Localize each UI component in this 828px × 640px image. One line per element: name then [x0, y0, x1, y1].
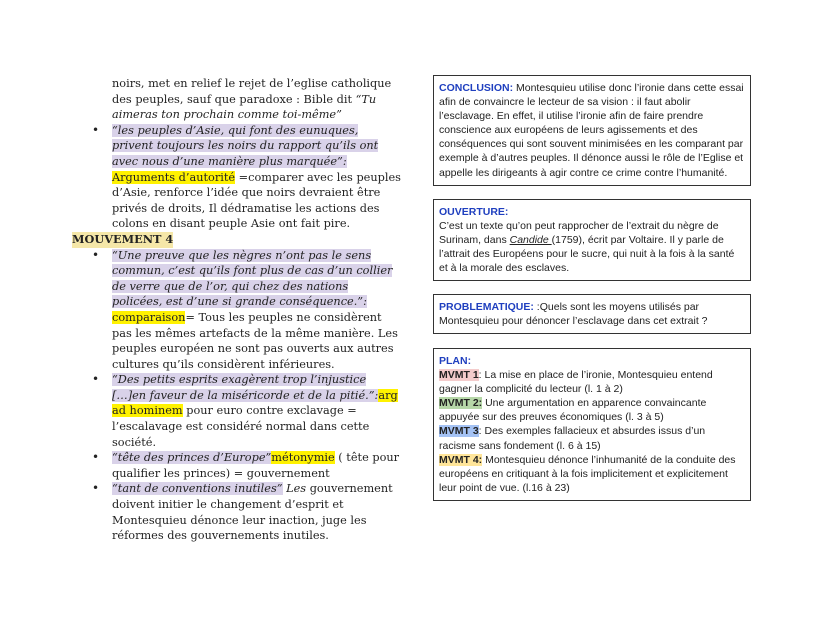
bullet-5-quote: “tant de conventions inutiles”: [112, 482, 283, 496]
plan-box: [433, 348, 751, 501]
bullet-1-tag: Arguments d’autorité: [112, 170, 236, 184]
bullet-1-quote: “les peuples d’Asie, qui font des eunuques, privent toujours les noirs du rapport qu’ils ont avec nous d’une manière plus marquée”:: [112, 123, 379, 168]
list-item: [72, 481, 402, 543]
list-item: [72, 123, 402, 232]
intro-line-1: noirs, met en relief le rejet de l’eglise catholique des: [112, 77, 392, 106]
bullet-4-tag: métonymie: [271, 451, 335, 465]
bullet-3-quote: “Des petits esprits exagèrent trop l’injustice […]en faveur de la miséricorde et de la pitié.”:: [112, 373, 379, 402]
ouverture-text-1: C’est un texte qu’on peut rapprocher de l’extrait du nègre de Surinam, dans: [439, 220, 719, 247]
bullet-5-text: gouvernement doivent initier le changement d’esprit et Montesquieu dénonce leur inaction, juge les réformes des gouvernements inutiles.: [112, 482, 393, 543]
plan-mvmt-4: [439, 453, 744, 495]
bullet-4-quote: “tête des princes d’Europe”: [112, 451, 272, 465]
bullet-5-les: Les: [282, 482, 307, 496]
plan-mvmt-1-label: MVMT 1: [439, 369, 479, 382]
bullet-2-text: = Tous les peuples ne considèrent pas les mêmes artefacts de la même manière. Les peuples européen ne sont pas ouverts aux autres cultures qu’ils considèrent inférieures.: [112, 310, 398, 371]
ouverture-text-2: (1759), écrit par Voltaire. Il y parle de l’attrait des Européens pour le sucre, qui nuit à la fois à la santé et à la morale des esclaves.: [439, 234, 735, 275]
intro-paragraph: [72, 76, 402, 123]
plan-mvmt-4-text: Montesquieu dénonce l’inhumanité de la conduite des européens en critiquant à la fois implicitement et explicitement leur point de vue. (l.16 à 23): [439, 453, 736, 494]
bullet-3-text: pour euro contre exclavage = l’escalavage est considéré normal dans cette société.: [112, 404, 370, 449]
plan-mvmt-3: [439, 424, 744, 452]
plan-mvmt-1-text: : La mise en place de l’ironie, Montesquieu entend gagner la complicité du lecteur (l. 1 à 2): [439, 369, 713, 396]
conclusion-label: CONCLUSION:: [439, 82, 514, 94]
intro-line-2: peuples, sauf que paradoxe : Bible dit: [135, 92, 356, 106]
plan-label-line: [439, 354, 744, 368]
list-item: [72, 248, 402, 373]
notes-column: [72, 76, 402, 544]
ouverture-label: OUVERTURE:: [439, 206, 509, 218]
intro-quote: “Tu aimeras ton prochain comme toi-même”: [112, 92, 377, 122]
movement-heading: MOUVEMENT 4: [72, 231, 174, 246]
plan-mvmt-4-label: MVMT 4:: [439, 453, 483, 466]
problematique-label: PROBLEMATIQUE:: [439, 301, 534, 313]
plan-mvmt-3-label: MVMT 3: [439, 425, 479, 438]
conclusion-text: Montesquieu utilise donc l’ironie dans cette essai afin de convaincre le lecteur de sa vision : il faut abolir l’esclavage. En effet, il utilise l’ironie afin de faire prendre conscience aux européens de leurs agissements et des conséquences qui sont souvent minimisées en les comparant par exemple à d’autres peuples. Il dénonce aussi le rôle de l’Eglise et appelle les dirigeants à agir contre ce crime contre l’humanité.: [439, 82, 744, 179]
problematique-box: [433, 294, 751, 334]
bullet-1-text: =comparer avec les peuples d’Asie, renforce l’idée que noirs devraient être privés de droits, Il dédramatise les actions des colons en disant peuple Asie ont fait pire.: [112, 170, 401, 231]
list-item: [72, 372, 402, 450]
conclusion-paragraph: [439, 81, 744, 180]
ouverture-paragraph: [439, 205, 744, 275]
plan-mvmt-1: [439, 368, 744, 396]
plan-mvmt-2-text: Une argumentation en apparence convaincante appuyée sur des preuves économiques (l. 3 à 5): [439, 397, 707, 424]
problematique-text: :Quels sont les moyens utilisés par Montesquieu pour dénoncer l’esclavage dans cet extrait ?: [439, 301, 708, 328]
ouverture-title: Candide: [509, 234, 552, 247]
plan-mvmt-2-label: MVMT 2:: [439, 397, 483, 410]
bullet-2-quote: “Une preuve que les nègres n’ont pas le sens commun, c’est qu’ils font plus de cas d’un collier de verre que de l’or, qui chez des nations policées, est d’une si grande conséquence.”:: [112, 248, 393, 309]
plan-mvmt-2: [439, 396, 744, 424]
bullet-3-tag: arg ad hominem: [112, 388, 398, 418]
conclusion-box: [433, 75, 751, 186]
list-item: [72, 450, 402, 481]
bullet-4-text: ( tête pour qualifier les princes) = gouvernement: [112, 451, 400, 480]
ouverture-box: [433, 199, 751, 281]
plan-mvmt-3-text: : Des exemples fallacieux et absurdes issus d’un racisme sans fondement (l. 6 à 15): [439, 425, 706, 452]
plan-label: PLAN:: [439, 355, 472, 367]
problematique-paragraph: [439, 300, 744, 328]
bullet-2-tag: comparaison: [112, 310, 186, 324]
